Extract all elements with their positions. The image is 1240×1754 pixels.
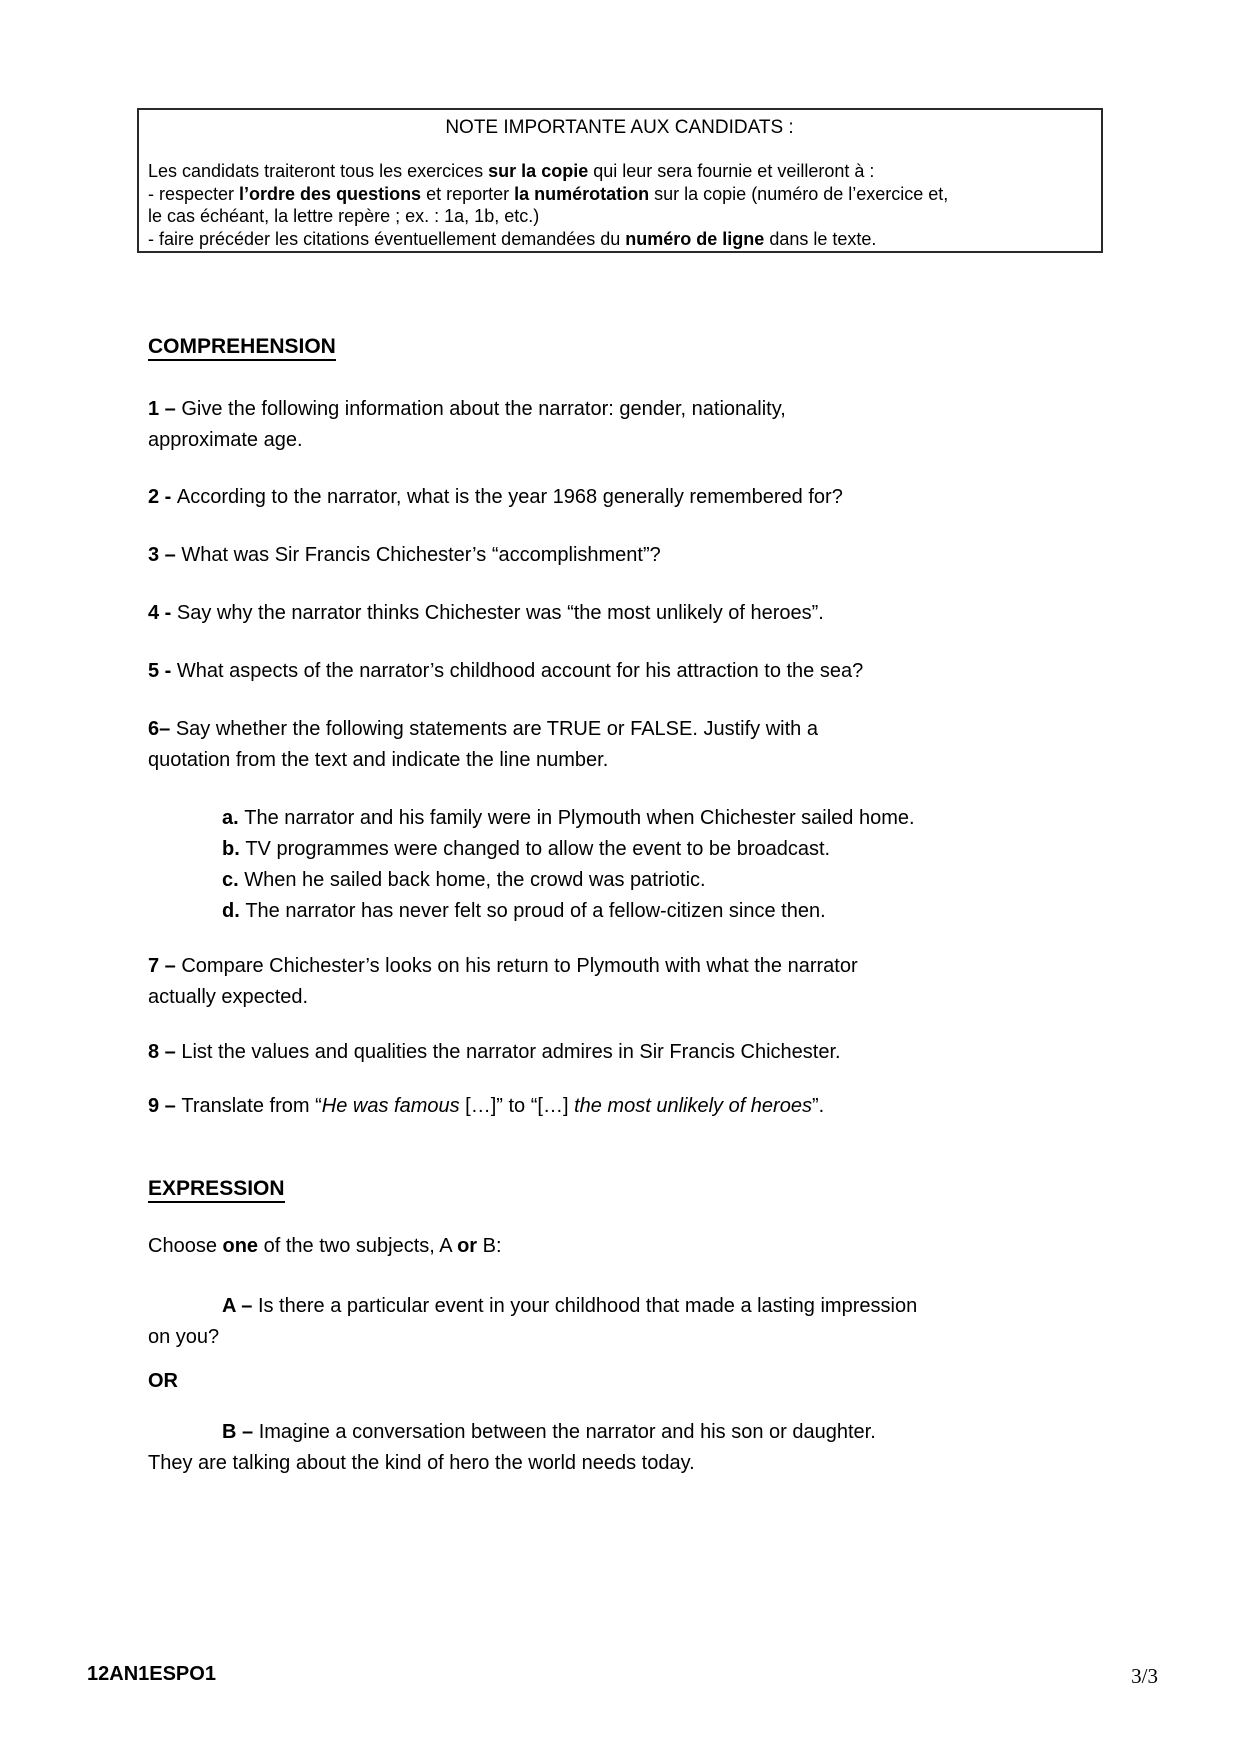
text-line: 8 – List the values and qualities the narrator admires in Sir Francis Chichester. — [148, 1041, 841, 1063]
text-line: 9 – Translate from “He was famous […]” to “[…] the most unlikely of heroes”. — [148, 1095, 825, 1117]
expression-intro — [148, 1231, 1108, 1262]
comprehension-heading-label: COMPREHENSION — [148, 335, 336, 361]
subject-b — [148, 1417, 1108, 1479]
question-5 — [148, 656, 1108, 687]
note-box-title: NOTE IMPORTANTE AUX CANDIDATS : — [445, 117, 794, 138]
text-line: 4 - Say why the narrator thinks Chichester was “the most unlikely of heroes”. — [148, 602, 824, 624]
question-1 — [148, 394, 1108, 456]
text-line: 7 – Compare Chichester’s looks on his return to Plymouth with what the narrator — [148, 955, 858, 977]
text-line: They are talking about the kind of hero the world needs today. — [148, 1452, 695, 1474]
text-line: le cas échéant, la lettre repère ; ex. : 1a, 1b, etc.) — [148, 206, 540, 227]
question-6-items — [148, 803, 1108, 927]
question-8 — [148, 1037, 1108, 1068]
text-line: a. The narrator and his family were in Plymouth when Chichester sailed home. — [222, 807, 915, 829]
text-line: b. TV programmes were changed to allow the event to be broadcast. — [222, 838, 831, 860]
text-line: - respecter l’ordre des questions et reporter la numérotation sur la copie (numéro de l’exercice et, — [148, 183, 949, 204]
comprehension-heading — [148, 334, 1108, 360]
question-9 — [148, 1091, 1108, 1122]
text-line: 2 - According to the narrator, what is the year 1968 generally remembered for? — [148, 486, 843, 508]
text-line: approximate age. — [148, 429, 303, 451]
text-line: 3 – What was Sir Francis Chichester’s “accomplishment”? — [148, 544, 661, 566]
footer-document-code: 12AN1ESPO1 — [87, 1663, 216, 1685]
or-separator-label: OR — [148, 1370, 178, 1392]
expression-heading-label: EXPRESSION — [148, 1177, 285, 1203]
main-content — [148, 334, 1108, 1479]
question-6 — [148, 714, 1108, 776]
or-separator — [148, 1366, 1108, 1397]
text-line: on you? — [148, 1326, 220, 1348]
text-line: - faire précéder les citations éventuellement demandées du numéro de ligne dans le texte. — [148, 228, 877, 249]
question-2 — [148, 482, 1108, 513]
footer-page-number: 3/3 — [1131, 1664, 1158, 1688]
text-line: Les candidats traiteront tous les exercices sur la copie qui leur sera fournie et veilleront à : — [148, 161, 875, 181]
text-line: B – Imagine a conversation between the narrator and his son or daughter. — [222, 1421, 876, 1443]
text-line: quotation from the text and indicate the line number. — [148, 749, 609, 771]
text-line: 5 - What aspects of the narrator’s childhood account for his attraction to the sea? — [148, 660, 864, 682]
text-line: A – Is there a particular event in your childhood that made a lasting impression — [222, 1295, 918, 1317]
note-box-body — [148, 160, 1091, 251]
question-7 — [148, 951, 1108, 1013]
question-3 — [148, 540, 1108, 571]
question-4 — [148, 598, 1108, 629]
text-line: 6– Say whether the following statements are TRUE or FALSE. Justify with a — [148, 718, 818, 740]
text-line: c. When he sailed back home, the crowd was patriotic. — [222, 869, 706, 891]
text-line: actually expected. — [148, 986, 309, 1008]
text-line: Choose one of the two subjects, A or B: — [148, 1235, 502, 1257]
text-line: 1 – Give the following information about the narrator: gender, nationality, — [148, 398, 786, 420]
text-line: d. The narrator has never felt so proud of a fellow-citizen since then. — [222, 900, 826, 922]
subject-a — [148, 1291, 1108, 1353]
note-box — [137, 108, 1103, 253]
expression-heading — [148, 1176, 1108, 1202]
